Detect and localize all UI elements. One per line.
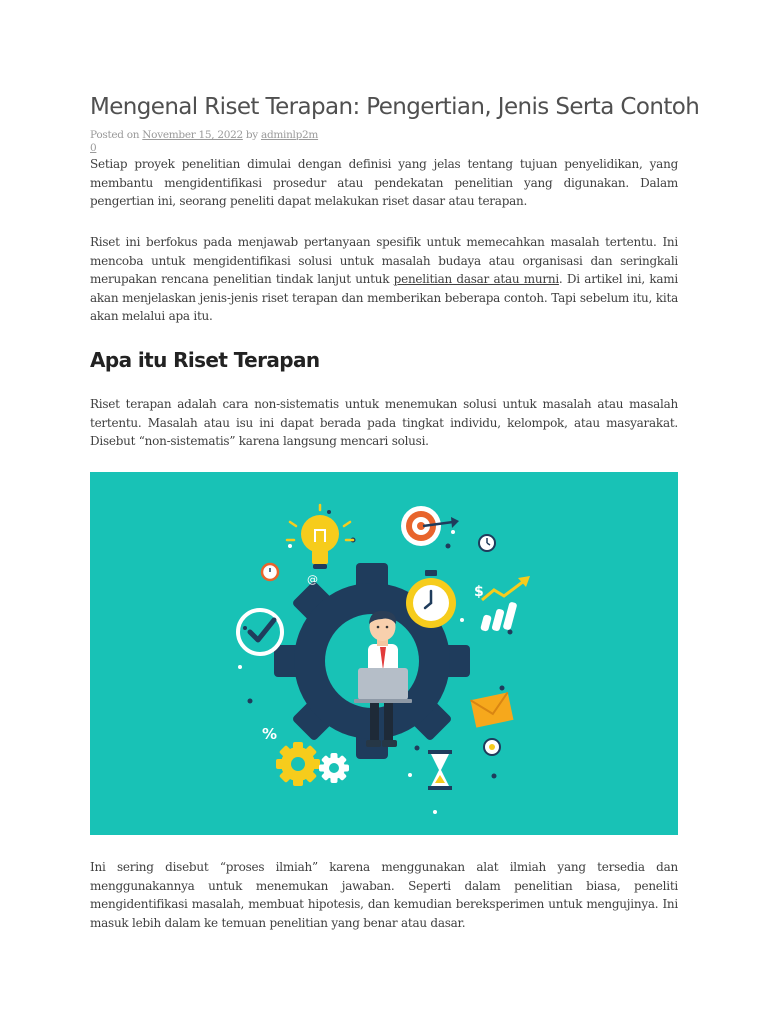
post-meta <box>90 129 318 155</box>
author-link[interactable]: adminlp2m <box>261 129 319 141</box>
lightbulb-icon <box>287 505 353 569</box>
illustration-svg <box>90 472 678 835</box>
paragraph-focus-text-a: Riset ini berfokus pada menjawab pertanyaan spesifik untuk memecahkan masalah tertentu. Ini mencoba untuk mengidentifikasi solusi untuk masalah budaya atau organisasi dan seringkali merupakan rencana penelitian tindak lanjut untuk <box>90 235 678 286</box>
hourglass-icon <box>428 750 452 790</box>
comments-count-link[interactable]: 0 <box>90 142 97 154</box>
paragraph-intro: Setiap proyek penelitian dimulai dengan definisi yang jelas tentang tujuan penyelidikan, yang membantu mengidentifikasi prosedur atau pendekatan penelitian yang digunakan. Dalam pengertian ini, seorang peneliti dapat melakukan riset dasar atau terapan. <box>90 157 678 208</box>
percent-icon: % <box>262 725 278 743</box>
alarm-clock-icon <box>262 564 278 580</box>
envelope-icon <box>471 692 514 727</box>
clock-icon <box>479 535 495 551</box>
basic-research-link[interactable]: penelitian dasar atau murni <box>393 272 559 286</box>
small-clock-icon <box>484 739 500 755</box>
stopwatch-icon <box>406 570 456 628</box>
article-title: Mengenal Riset Terapan: Pengertian, Jenis Serta Contoh <box>90 94 700 120</box>
paragraph-scientific-process: Ini sering disebut “proses ilmiah” karena menggunakan alat ilmiah yang tersedia dan menggunakannya untuk menemukan jawaban. Seperti dalam penelitian biasa, peneliti mengidentifikasi masalah, membuat hipotesis, dan kemudian bereksperimen untuk mengujinya. Ini masuk lebih dalam ke temuan penelitian yang benar atau dasar. <box>90 860 678 930</box>
paragraph-definition: Riset terapan adalah cara non-sistematis untuk menemukan solusi untuk masalah atau masalah tertentu. Masalah atau isu ini dapat berada pada tingkat individu, kelompok, atau masyarakat. Disebut “non-sistematis” karena langsung mencari solusi. <box>90 397 678 448</box>
section-heading: Apa itu Riset Terapan <box>90 348 320 372</box>
checkmark-icon <box>238 610 282 654</box>
growth-chart-icon <box>480 576 530 632</box>
target-icon <box>401 506 459 546</box>
by-label: by <box>245 129 258 141</box>
post-date-link[interactable]: November 15, 2022 <box>142 129 243 141</box>
paragraph-focus-text-b: . Di artikel ini, kami akan menjelaskan jenis-jenis riset terapan dan memberikan beberapa contoh. Tapi sebelum itu, kita akan melalui apa itu. <box>90 272 679 323</box>
hero-illustration <box>90 472 678 835</box>
small-gears-icon <box>276 742 349 786</box>
at-sign-icon: @ <box>307 573 318 586</box>
posted-on-label: Posted on <box>90 129 140 141</box>
dollar-icon: $ <box>474 584 484 600</box>
paragraph-focus <box>90 233 678 326</box>
